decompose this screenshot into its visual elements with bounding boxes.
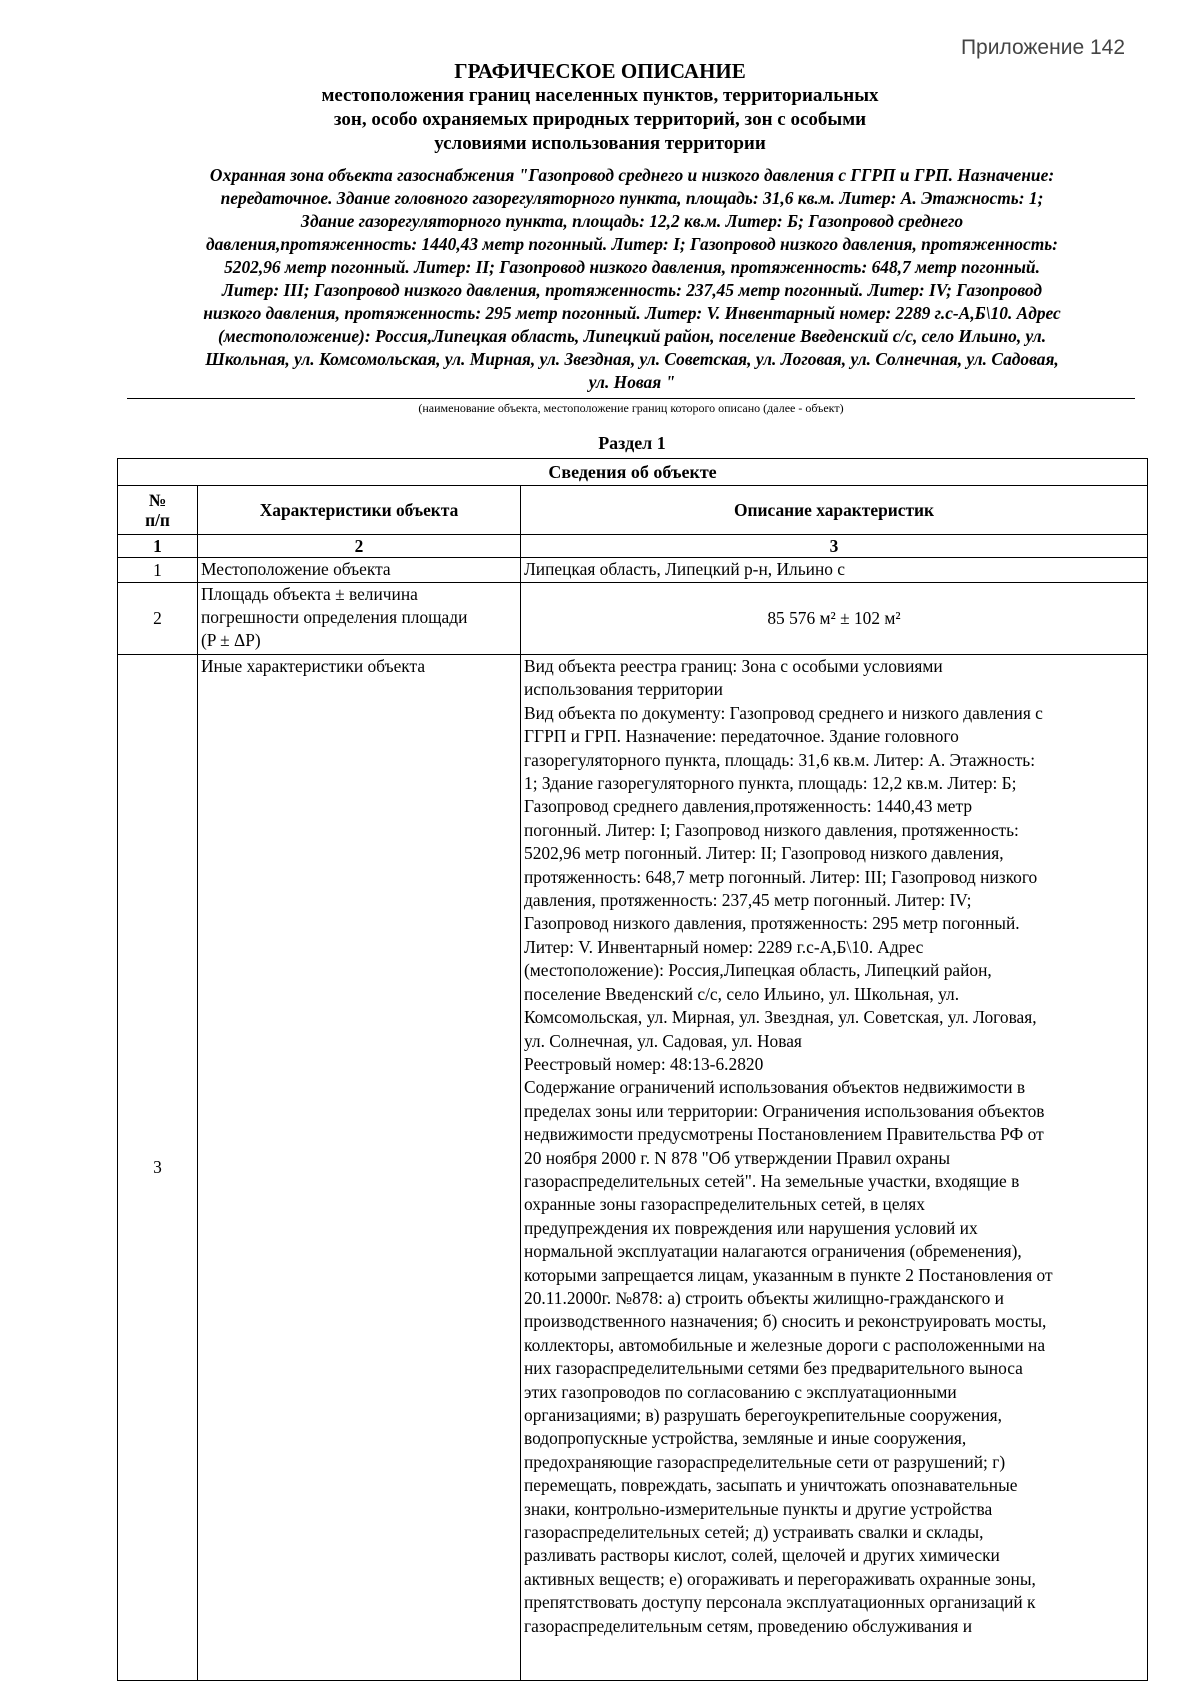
description-line: производственного назначения; б) сносить и реконструировать мосты,: [524, 1311, 1047, 1332]
header-characteristics: Характеристики объекта: [198, 486, 521, 535]
row-description: [521, 655, 1148, 1681]
row-characteristic: [198, 583, 521, 655]
row-number: 2: [118, 583, 198, 655]
description-line: Содержание ограничений использования объектов недвижимости в: [524, 1077, 1026, 1098]
description-line: предупреждения их повреждения или нарушения условий их: [524, 1217, 978, 1238]
header-number: [118, 486, 198, 535]
appendix-label: Приложение 142: [960, 36, 1125, 59]
column-number: 1: [118, 535, 198, 558]
description-line: (местоположение): Россия,Липецкая область, Липецкий район,: [524, 960, 992, 981]
object-caption: (наименование объекта, местоположение границ которого описано (далее - объект): [418, 401, 844, 415]
row-characteristic-line: (P ± ΔP): [201, 630, 261, 650]
column-number: 3: [521, 535, 1148, 558]
document-title: [120, 58, 1080, 156]
object-name-underline: [127, 398, 1135, 399]
description-line: которыми запрещается лицам, указанным в пункте 2 Постановления от: [524, 1264, 1053, 1285]
description-line: 20 ноября 2000 г. N 878 "Об утверждении Правил охраны: [524, 1147, 951, 1168]
table-caption-row: [118, 459, 1148, 486]
description-line: погонный. Литер: I; Газопровод низкого давления, протяженность:: [524, 819, 1019, 840]
object-name: [122, 164, 1142, 394]
description-line: знаки, контрольно-измерительные пункты и другие устройства: [524, 1498, 993, 1519]
description-line: протяженность: 648,7 метр погонный. Литер: III; Газопровод низкого: [524, 866, 1038, 887]
object-info-table: [117, 458, 1148, 1681]
table-row: [118, 558, 1148, 583]
title-main: ГРАФИЧЕСКОЕ ОПИСАНИЕ: [454, 59, 746, 83]
description-line: препятствовать доступу персонала эксплуатационных организаций к: [524, 1592, 1036, 1613]
description-line: Газопровод среднего давления,протяженность: 1440,43 метр: [524, 796, 973, 817]
description-line: организациями; в) разрушать берегоукрепительные сооружения,: [524, 1405, 1003, 1425]
table-row: [118, 583, 1148, 655]
row-characteristic: Иные характеристики объекта: [198, 655, 521, 1681]
description-line: Газопровод низкого давления, протяженность: 295 метр погонный.: [524, 913, 1020, 934]
description-line: 5202,96 метр погонный. Литер: II; Газопровод низкого давления,: [524, 843, 1004, 864]
object-name-line: Охранная зона объекта газоснабжения "Газопровод среднего и низкого давления с ГГРП и ГРП. Назначение:: [209, 165, 1055, 185]
description-line: ГГРП и ГРП. Назначение: передаточное. Здание головного: [524, 726, 959, 747]
row-description: 85 576 м² ± 102 м²: [521, 583, 1148, 655]
description-line: газораспределительным сетям, проведению обслуживания и: [524, 1615, 972, 1636]
description-line: Литер: V. Инвентарный номер: 2289 г.с-А,Б\10. Адрес: [524, 936, 924, 957]
column-number-row: [118, 535, 1148, 558]
description-line: коллекторы, автомобильные и железные дороги с расположенными на: [524, 1334, 1046, 1355]
table-header-row: [118, 486, 1148, 535]
table-row: [118, 655, 1148, 1681]
description-line: недвижимости предусмотрены Постановлением Правительства РФ от: [524, 1124, 1044, 1145]
object-name-line: Здание газорегуляторного пункта, площадь: 12,2 кв.м. Литер: Б; Газопровод среднего: [300, 211, 964, 231]
title-subtitle-line: местоположения границ населенных пунктов, территориальных: [321, 85, 879, 106]
description-line: предохраняющие газораспределительные сети от разрушений; г): [524, 1451, 1006, 1472]
description-line: охранные зоны газораспределительных сетей, в целях: [524, 1194, 925, 1215]
description-line: разливать растворы кислот, солей, щелочей и других химически: [524, 1545, 1000, 1566]
description-line: них газораспределительными сетями без предварительного выноса: [524, 1358, 1023, 1379]
section-title: Раздел 1: [598, 433, 666, 453]
row-characteristic: Местоположение объекта: [198, 558, 521, 583]
header-number-line1: №: [148, 490, 167, 510]
description-line: поселение Введенский с/с, село Ильино, ул. Школьная, ул.: [524, 983, 960, 1004]
object-name-line: 5202,96 метр погонный. Литер: II; Газопровод низкого давления, протяженность: 648,7 метр погонный.: [224, 257, 1040, 277]
row-description: Липецкая область, Липецкий р-н, Ильино с: [521, 558, 1148, 583]
column-number: 2: [198, 535, 521, 558]
object-name-line: передаточное. Здание головного газорегуляторного пункта, площадь: 31,6 кв.м. Литер: А. Этажность: 1;: [220, 188, 1044, 208]
description-line: 20.11.2000г. №878: а) строить объекты жилищно-гражданского и: [524, 1287, 1004, 1308]
table-caption: Сведения об объекте: [118, 459, 1148, 486]
description-line: водопропускные устройства, земляные и иные сооружения,: [524, 1428, 967, 1449]
description-line: газораспределительных сетей; д) устраивать свалки и склады,: [524, 1522, 984, 1543]
description-line: этих газопроводов по согласованию с эксплуатационными: [524, 1381, 957, 1402]
title-subtitle-line: условиями использования территории: [434, 133, 766, 154]
description-line: газораспределительных сетей". На земельные участки, входящие в: [524, 1170, 1020, 1191]
row-number: 1: [118, 558, 198, 583]
description-line: Комсомольская, ул. Мирная, ул. Звездная, ул. Советская, ул. Логовая,: [524, 1007, 1037, 1028]
object-name-line: ул. Новая ": [588, 372, 676, 392]
object-name-line: (местоположение): Россия,Липецкая область, Липецкий район, поселение Введенский с/с, село Ильино, ул.: [217, 326, 1047, 346]
description-line: Вид объекта реестра границ: Зона с особыми условиями: [524, 656, 943, 676]
description-line: Вид объекта по документу: Газопровод среднего и низкого давления с: [524, 702, 1043, 723]
row-number: 3: [118, 655, 198, 1681]
title-subtitle-line: зон, особо охраняемых природных территорий, зон с особыми: [333, 109, 867, 130]
description-line: активных веществ; е) огораживать и перегораживать охранные зоны,: [524, 1568, 1036, 1589]
row-characteristic-line: погрешности определения площади: [201, 607, 468, 627]
title-subtitle: [120, 84, 1080, 156]
description-line: пределах зоны или территории: Ограничения использования объектов: [524, 1100, 1045, 1121]
description-line: использования территории: [524, 679, 723, 700]
description-line: 1; Здание газорегуляторного пункта, площадь: 12,2 кв.м. Литер: Б;: [524, 773, 1017, 794]
object-name-line: Школьная, ул. Комсомольская, ул. Мирная, ул. Звездная, ул. Советская, ул. Логовая, ул. Солнечная, ул. Садовая,: [205, 349, 1059, 369]
object-name-line: давления,протяженность: 1440,43 метр погонный. Литер: I; Газопровод низкого давления, протяженность:: [206, 234, 1058, 254]
object-name-line: низкого давления, протяженность: 295 метр погонный. Литер: V. Инвентарный номер: 2289 г.с-А,Б\10. Адрес: [203, 303, 1061, 323]
description-line: Реестровый номер: 48:13-6.2820: [524, 1053, 764, 1074]
description-line: ул. Солнечная, ул. Садовая, ул. Новая: [524, 1030, 802, 1051]
row-characteristic-line: Площадь объекта ± величина: [201, 584, 418, 604]
object-name-line: Литер: III; Газопровод низкого давления, протяженность: 237,45 метр погонный. Литер: IV; Газопровод: [222, 280, 1042, 300]
description-line: давления, протяженность: 237,45 метр погонный. Литер: IV;: [524, 890, 972, 911]
header-number-line2: п/п: [145, 510, 170, 530]
header-description: Описание характеристик: [521, 486, 1148, 535]
description-line: газорегуляторного пункта, площадь: 31,6 кв.м. Литер: А. Этажность:: [524, 749, 1036, 770]
description-line: перемещать, повреждать, засыпать и уничтожать опознавательные: [524, 1475, 1018, 1496]
description-line: нормальной эксплуатации налагаются ограничения (обременения),: [524, 1241, 1022, 1262]
